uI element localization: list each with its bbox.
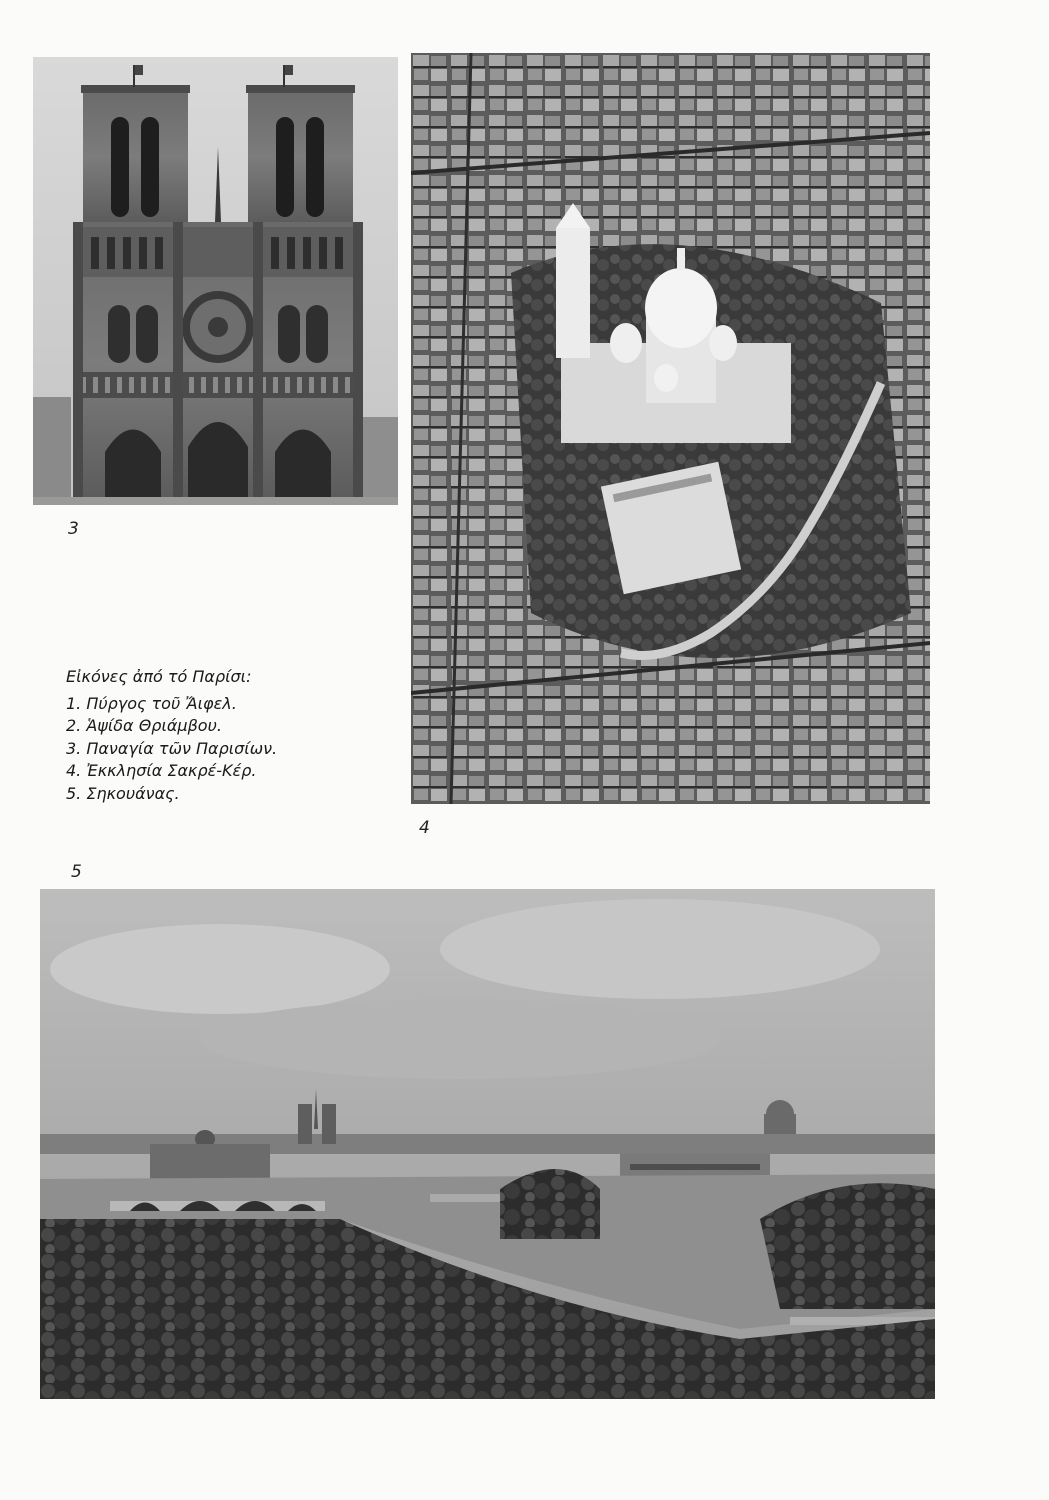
figure-5-number: 5 [71, 862, 82, 882]
notre-dame-photo [33, 57, 398, 505]
caption-item: 1. Πύργος τοῦ Ἄιφελ. [66, 693, 237, 713]
caption-item: 5. Σηκουάνας. [66, 783, 180, 803]
caption-item: 3. Παναγία τῶν Παρισίων. [66, 738, 278, 758]
sacre-coeur-aerial-photo [411, 53, 930, 804]
notre-dame-illustration [33, 57, 398, 505]
figure-caption [66, 666, 386, 805]
figure-3-number: 3 [68, 519, 79, 539]
caption-heading: Εἰκόνες ἀπό τό Παρίσι: [66, 667, 252, 686]
caption-item: 4. Ἐκκλησία Σακρέ-Κέρ. [66, 761, 257, 780]
seine-panorama-photo [40, 889, 935, 1399]
sacre-coeur-illustration [411, 53, 930, 804]
figure-4-number: 4 [419, 818, 430, 838]
seine-panorama-illustration [40, 889, 935, 1399]
caption-list [66, 693, 386, 806]
caption-item: 2. Ἁψίδα Θριάμβου. [66, 716, 222, 735]
